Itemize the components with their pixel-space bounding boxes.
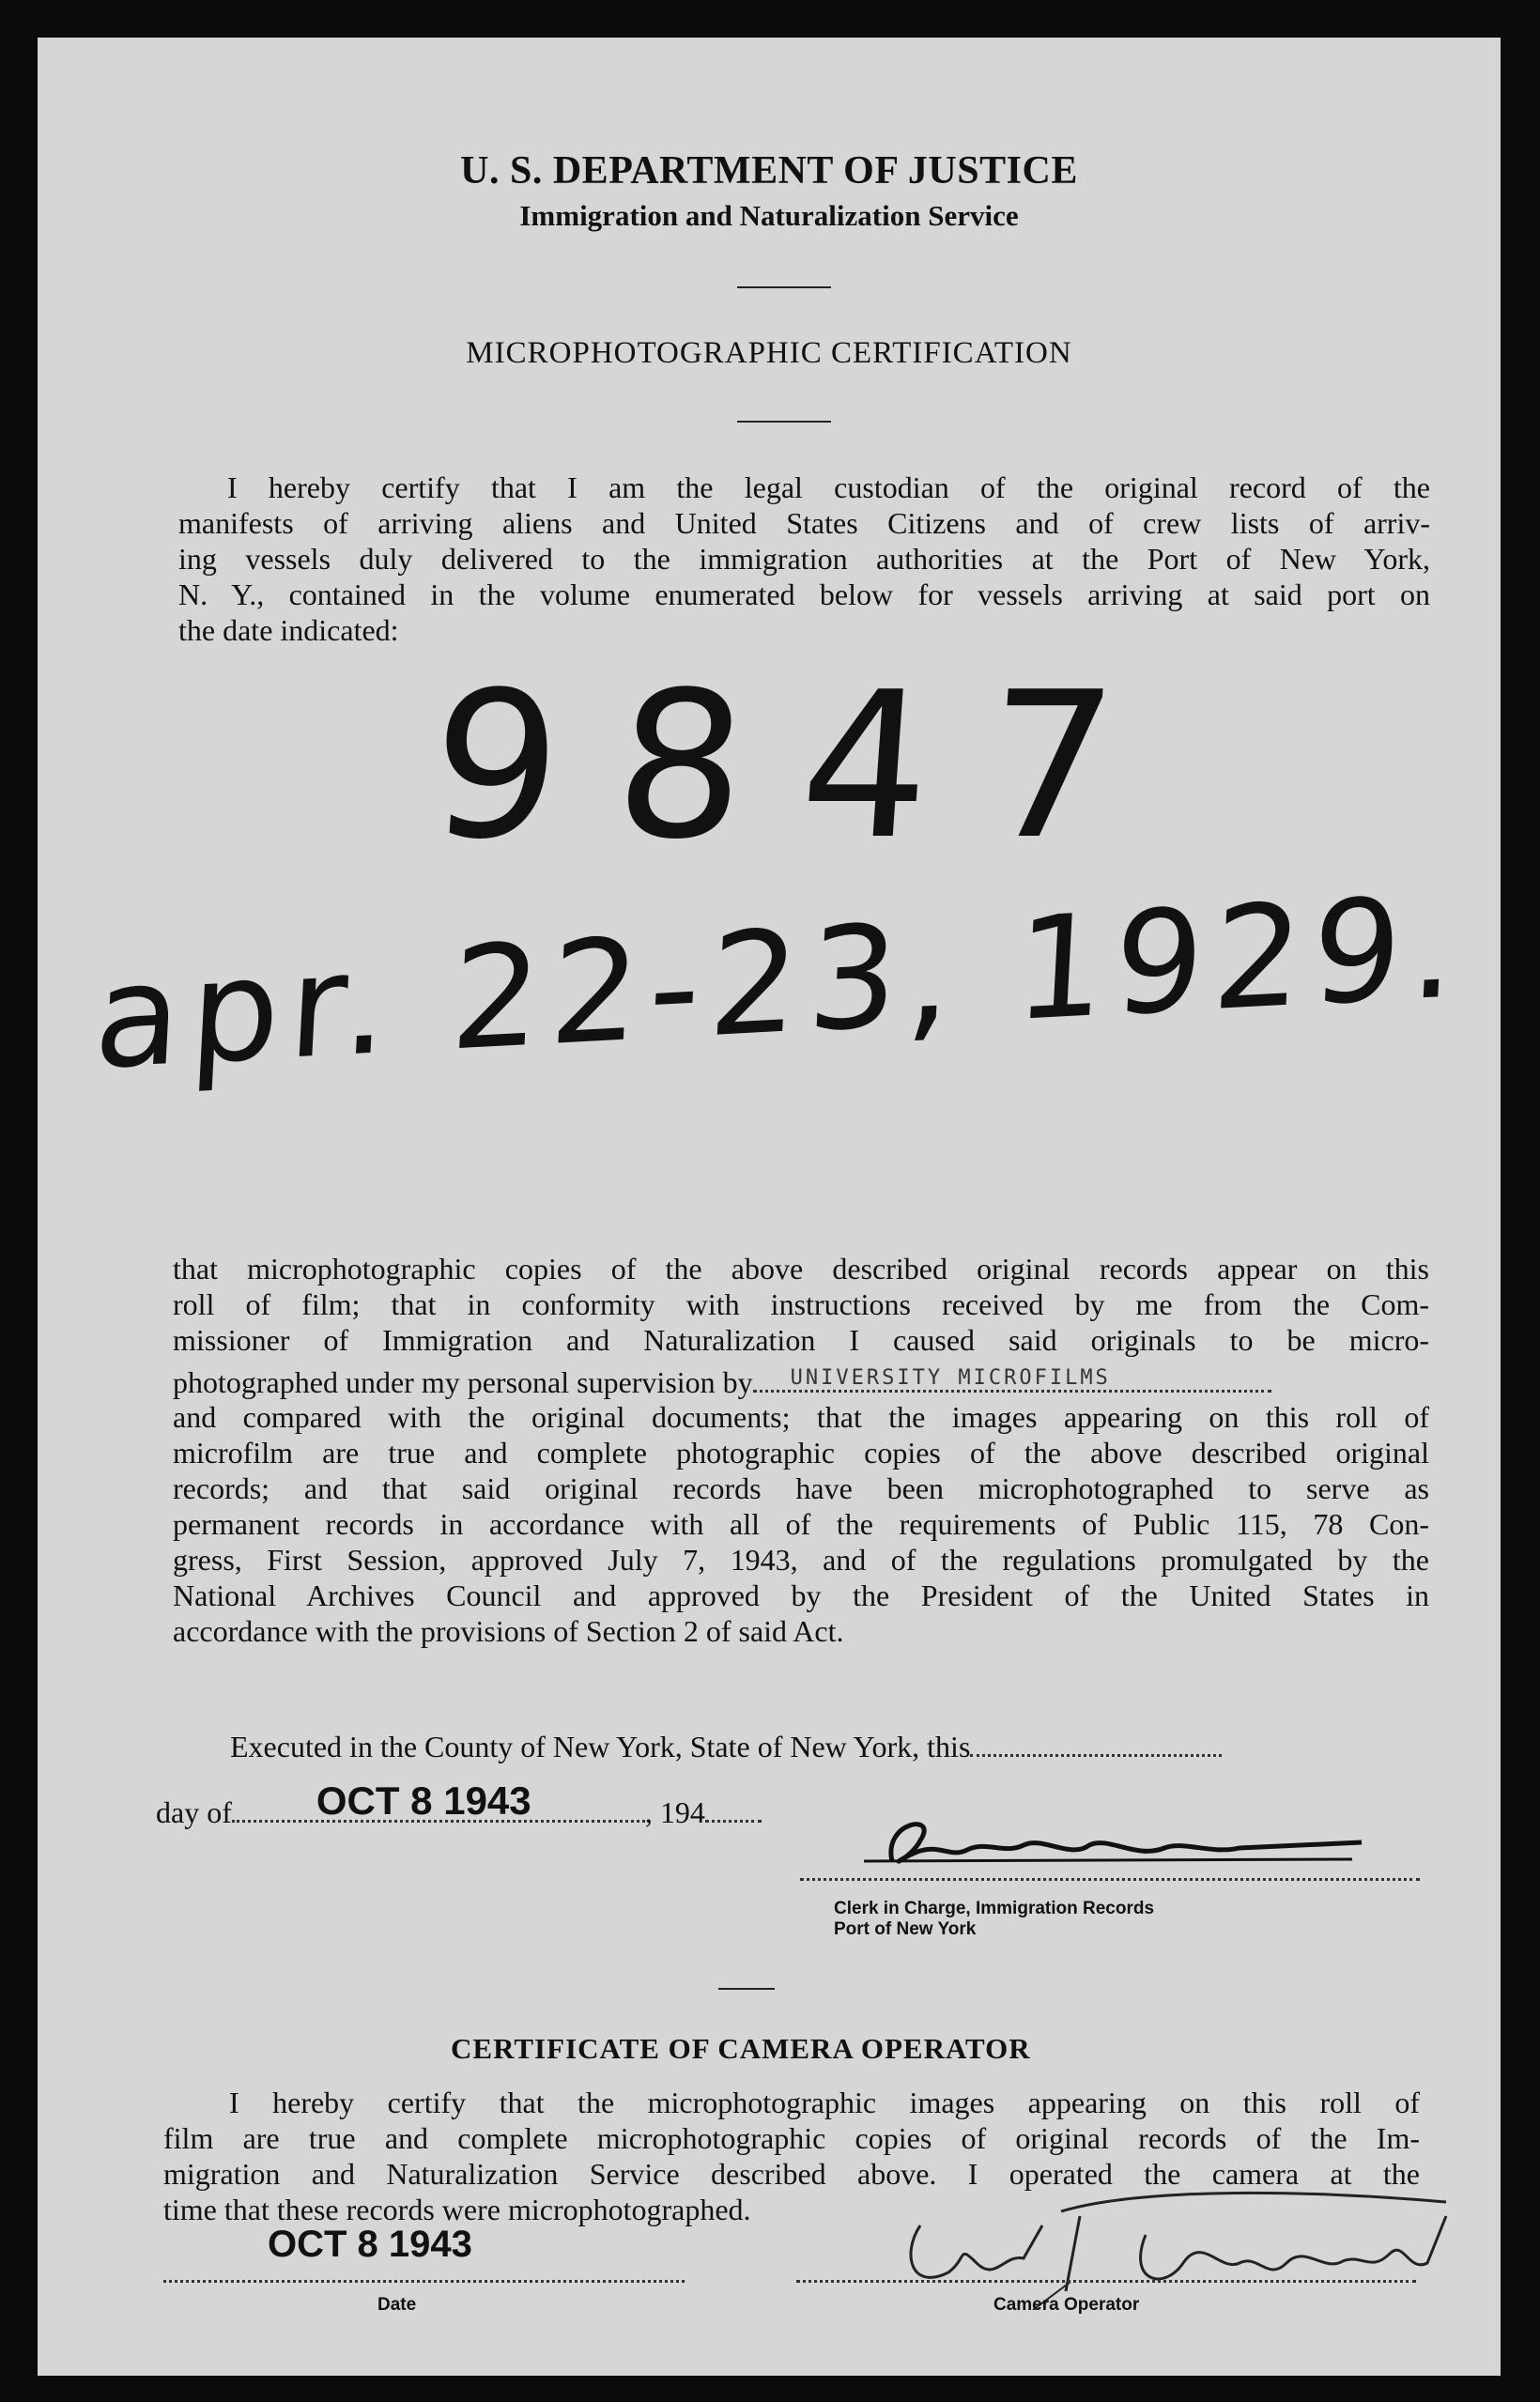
paragraph-line: roll of film; that in conformity with instructions received by me from the Com- [173,1287,1429,1321]
certification-title: MICROPHOTOGRAPHIC CERTIFICATION [466,336,1072,370]
certificate-sheet [38,38,1501,2376]
clerk-port: Port of New York [834,1919,977,1939]
camera-date-stamp: OCT 8 1943 [268,2224,472,2265]
custodian-paragraph [178,470,1430,648]
paragraph-line: and compared with the original documents; that the images appearing on this roll of [173,1400,1429,1434]
paragraph-line: accordance with the provisions of Section 2 of said Act. [173,1614,844,1648]
year-field [705,1820,762,1823]
supervisor-field [753,1363,1271,1393]
day-of-label: day of [156,1795,232,1829]
clerk-signature [826,1803,1390,1887]
paragraph-line: permanent records in accordance with all of the requirements of Public 115, 78 Con- [173,1507,1429,1541]
paragraph-line: microfilm are true and complete photographic copies of the above described original [173,1436,1429,1470]
operator-signature-line [796,2280,1416,2283]
copies-paragraph [173,1251,1429,1649]
day-of-field [232,1778,645,1823]
paragraph-line: time that these records were microphotographed. [163,2193,751,2226]
paragraph-line: I hereby certify that the microphotographic images appearing on this roll of [229,2086,1420,2119]
execution-text: Executed in the County of New York, State of New York, this [230,1730,971,1763]
paragraph-line: migration and Naturalization Service described above. I operated the camera at the [163,2157,1420,2191]
supervision-label: photographed under my personal supervision by [173,1365,753,1399]
service-heading: Immigration and Naturalization Service [519,199,1019,232]
divider [737,286,831,288]
paragraph-line: N. Y., contained in the volume enumerated below for vessels arriving at said port on [178,577,1430,611]
execution-day-field [970,1754,1222,1757]
paragraph-line: National Archives Council and approved by the President of the United States in [173,1578,1429,1612]
paragraph-line: gress, First Session, approved July 7, 1943, and of the regulations promulgated by the [173,1543,1429,1577]
paragraph-line [173,1358,1429,1399]
operator-label: Camera Operator [993,2295,1140,2315]
clerk-title: Clerk in Charge, Immigration Records [834,1899,1155,1918]
paragraph-line: ing vessels duly delivered to the immigration authorities at the Port of New York, [178,542,1430,576]
execution-line [230,1730,1222,1764]
year-prefix: , 194 [644,1795,705,1829]
date-label: Date [377,2295,417,2315]
paragraph-line: I hereby certify that I am the legal custodian of the original record of the [227,470,1430,504]
department-heading: U. S. DEPARTMENT OF JUSTICE [460,149,1078,192]
paragraph-line: missioner of Immigration and Naturalization I caused said originals to be micro- [173,1323,1429,1357]
handwritten-date: apr. 22-23, 1929. [90,865,1470,1101]
day-of-line [156,1778,762,1830]
camera-certificate-heading: CERTIFICATE OF CAMERA OPERATOR [451,2032,1031,2065]
clerk-signature-line [800,1878,1420,1881]
paragraph-line: that microphotographic copies of the above described original records appear on this [173,1252,1429,1286]
divider [737,421,831,423]
paragraph-line: manifests of arriving aliens and United States Citizens and of crew lists of arriv- [178,506,1430,540]
execution-date-stamp: OCT 8 1943 [316,1778,531,1823]
paragraph-line: the date indicated: [178,613,399,647]
handwritten-volume-number: 9847 [424,648,1179,884]
divider [718,1988,775,1990]
paragraph-line: film are true and complete microphotographic copies of original records of the Im- [163,2121,1420,2155]
paragraph-line: records; and that said original records have been microphotographed to serve as [173,1471,1429,1505]
supervisor-stamp: UNIVERSITY MICROFILMS [790,1366,1111,1390]
date-signature-line [163,2280,685,2283]
camera-operator-signature [864,2169,1484,2310]
